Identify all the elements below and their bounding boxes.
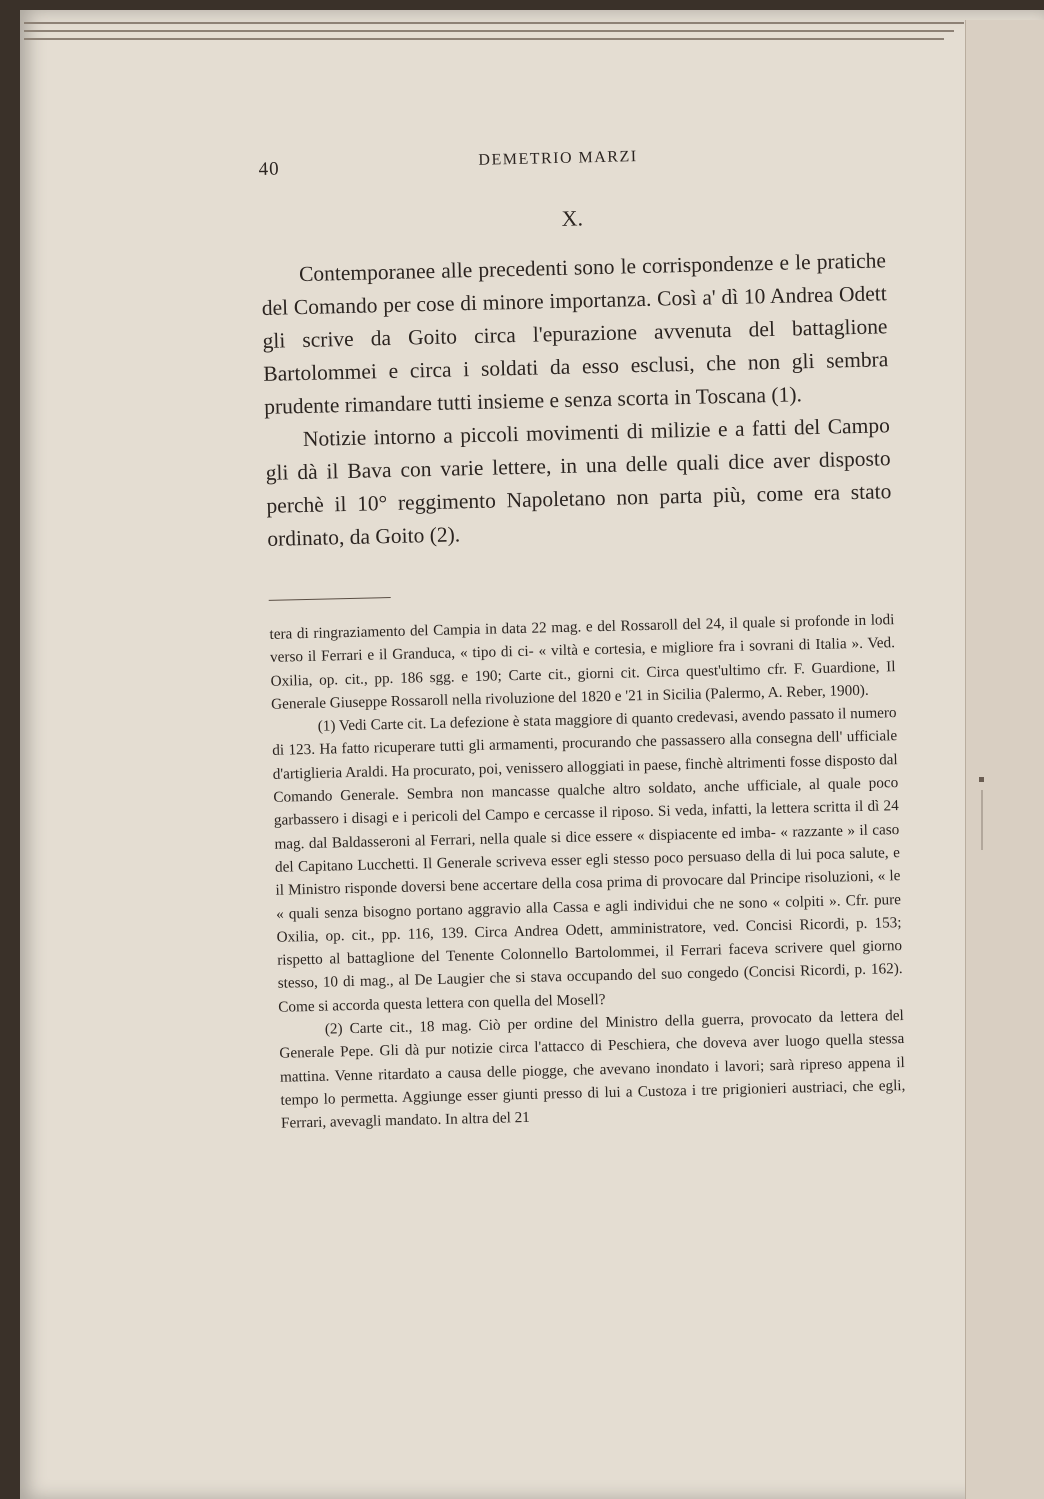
footnote-1: (1) Vedi Carte cit. La defezione è stata maggiore di quanto credevasi, avendo passato il numero di 123. Ha fatto ricuperare tutti gli armamenti, procurando che passassero alla consegna dell' ufficiale d'artiglieria Araldi. Ha procurato, poi, venissero alloggiati in paese, finchè altrimenti fosse disposto dal Comando Generale. Sembra non mancasse qualche altro soldato, anche ufficiale, al quale poco garbassero i disagi e i pericoli del Campo e cercasse il riposo. Si veda, infatti, la lettera scritta il dì 24 mag. dal Baldasseroni al Ferrari, nella quale si dice essere « dispiacente ed imba- « razzante » il caso del Capitano Lucchetti. Il Generale scriveva esser egli stesso poco persuaso della di lui poca salute, e il Ministro risponde doversi bene accertare della cosa prima di provocare dal Principe risoluzioni, « le « quali senza bisogno portano aggravio alla Cassa e agli individui che ne sono « colpiti ». Cfr. pure Oxilia, op. cit., pp. 116, 139. Circa Andrea Odett, amministratore, ved. Concisi Ricordi, p. 153; rispetto al battaglione del Tenente Colonnello Bartolommei, il Ferrari faceva scrivere quel giorno stesso, 10 di mag., al De Laugier che si stava occupando del suo congedo (Concisi Ricordi, p. 162). Come si accorda questa lettera con quella del Mosell?	[272, 704, 903, 1016]
body-paragraph: Contemporanee alle precedenti sono le corrispondenze e le pratiche del Comando per cose di minore importanza. Così a' dì 10 Andrea Odett gli scrive da Goito circa l'epurazione avvenuta del battaglione Bartolommei e circa i soldati da esso esclusi, che non gli sembra prudente rimandare tutti insieme e senza scorta in Toscana (1).	[261, 248, 889, 419]
body-paragraph: Notizie intorno a piccoli movimenti di milizie e a fatti del Campo gli dà il Bava con varie lettere, in una delle quali dice aver disposto perchè il 10° reggimento Napoletano non parta più, come era stato ordinato, da Goito (2).	[265, 413, 892, 551]
page-number: 40	[258, 158, 280, 180]
page-stack-edge	[24, 38, 944, 40]
page-stack-edge	[24, 30, 954, 32]
running-title: DEMETRIO MARZI	[478, 148, 638, 169]
margin-scratch	[981, 790, 983, 850]
page-content	[258, 130, 906, 1135]
footnote-separator	[269, 597, 391, 601]
margin-mark	[979, 777, 984, 782]
footnote-2: (2) Carte cit., 18 mag. Ciò per ordine del Ministro della guerra, provocato da lettera del Generale Pepe. Gli dà pur notizie circa l'attacco di Peschiera, che doveva aver luogo quella stessa mattina. Venne ritardato a causa delle piogge, che avevano inondato i lavori; sarà ripreso appena il tempo lo permetta. Aggiunge esser giunti presso di lui a Custoza i tre prigionieri austriaci, che egli, Ferrari, avevagli mandato. In altra del 21	[279, 1007, 906, 1132]
section-title: X.	[561, 205, 584, 231]
footnote-continuation: tera di ringraziamento del Campia in data 22 mag. e del Rossaroll del 24, il quale si profonde in lodi verso il Ferrari e il Granduca, « tipo di ci- « viltà e cortesia, e migliore fra i sovrani di Italia ». Ved. Oxilia, op. cit., pp. 186 sgg. e 190; Carte cit., giorni cit. Circa quest'ultimo cfr. F. Guardione, Il Generale Giuseppe Rossaroll nella rivoluzione del 1820 e '21 in Sicilia (Palermo, A. Reber, 1900).	[269, 611, 896, 713]
page-stack-edge	[24, 22, 964, 24]
facing-page-edge	[965, 20, 1044, 1499]
